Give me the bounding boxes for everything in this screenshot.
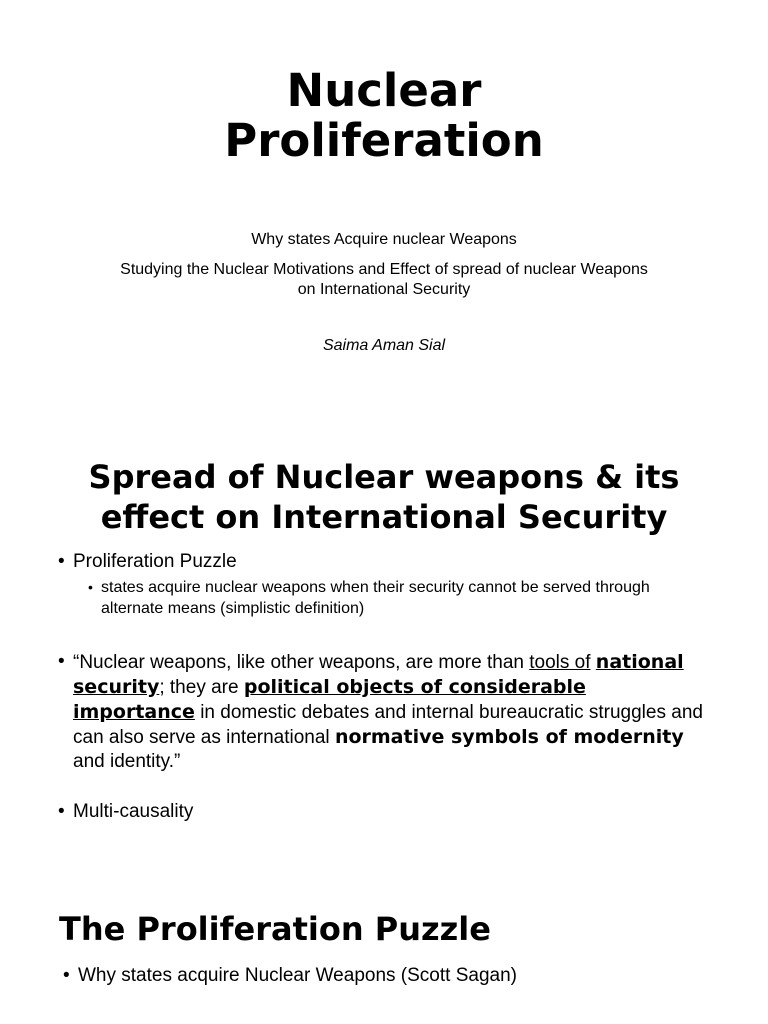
bullet-icon: • (58, 651, 65, 672)
bullet-icon: • (58, 801, 65, 822)
bullet-icon: • (58, 551, 65, 572)
bullet-icon: • (63, 965, 70, 986)
quote-text (73, 650, 708, 774)
quote-bold-political-objects: political objects of considerable importance (73, 676, 586, 723)
quote-part-8: and identity.” (73, 751, 181, 772)
sub-bullet-definition (88, 577, 708, 619)
section-heading-puzzle: The Proliferation Puzzle (59, 910, 491, 948)
sub-bullet-text: states acquire nuclear weapons when their security cannot be served through alternate means (simplistic definition) (101, 579, 650, 617)
quote-part-4: ; they are (159, 677, 244, 698)
quote-bold-normative-symbols: normative symbols of modernity (334, 726, 684, 748)
quote-bold-national-security: national security (73, 651, 684, 698)
bullet-text: Why states acquire Nuclear Weapons (Scott Sagan) (78, 965, 517, 986)
title-line-2: Proliferation (224, 114, 544, 167)
bullet-icon: • (88, 579, 93, 595)
quote-underline-tools: tools of (529, 652, 591, 673)
heading-line-1: Spread of Nuclear weapons & its (88, 458, 680, 496)
bullet-quote (58, 650, 708, 774)
bullet-proliferation-puzzle (58, 550, 708, 574)
quote-part-1: “Nuclear weapons, like other weapons, are more than (73, 652, 530, 673)
subtitle-studying: Studying the Nuclear Motivations and Effect of spread of nuclear Weapons on International Security (120, 261, 648, 298)
author-name: Saima Aman Sial (322, 337, 446, 354)
section-heading-spread (40, 457, 728, 537)
bullet-text: Multi-causality (73, 801, 194, 822)
title-line-1: Nuclear (286, 64, 482, 117)
bullet-text: Proliferation Puzzle (73, 551, 237, 572)
bullet-multi-causality (58, 800, 708, 824)
slide-title (0, 66, 768, 166)
subtitle-why-states: Why states Acquire nuclear Weapons (251, 231, 517, 248)
bullet-why-states-acquire (63, 964, 708, 988)
quote-part-6: in domestic debates and internal bureaucratic struggles and can also serve as international (73, 702, 703, 748)
heading-line-2: effect on International Security (100, 498, 668, 536)
